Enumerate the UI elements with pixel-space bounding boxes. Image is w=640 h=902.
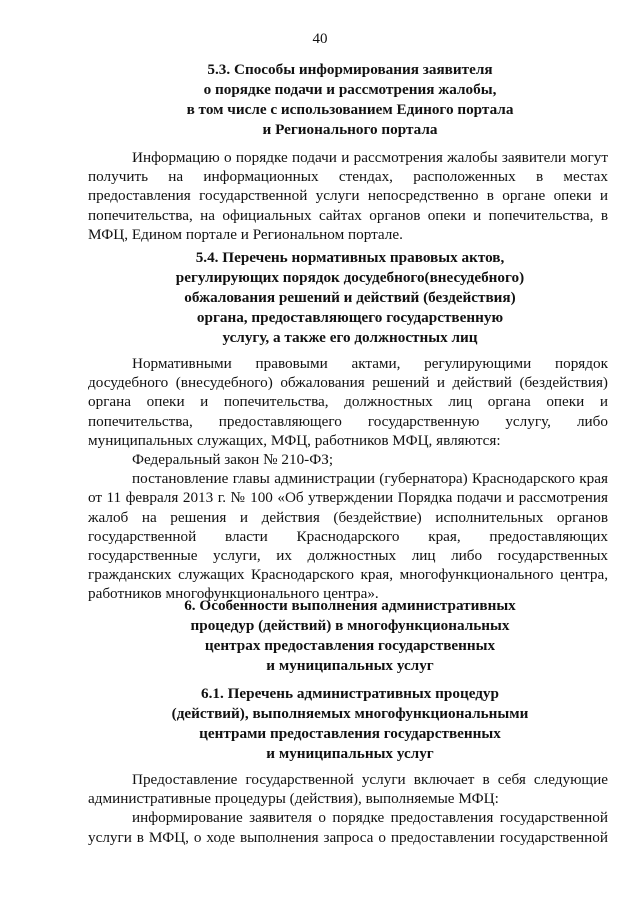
- heading-line: центрами предоставления государственных: [199, 725, 501, 742]
- heading-line: (действий), выполняемых многофункциональными: [171, 705, 529, 722]
- heading-line: регулирующих порядок досудебного(внесудебного): [175, 269, 525, 286]
- heading-line: 6. Особенности выполнения административных: [184, 597, 516, 614]
- paragraph: Федеральный закон № 210-ФЗ;: [132, 451, 334, 469]
- paragraph: Нормативными правовыми актами, регулирующими порядок досудебного (внесудебного) обжалования решений и действий (бездействия) органа опеки и попечительства, должностных лиц органа опеки и попечительства, предоставляющего государственную услугу, либо муниципальных служащих, МФЦ, работников МФЦ, являются:: [88, 355, 608, 449]
- heading-line: 6.1. Перечень административных процедур: [201, 685, 499, 702]
- heading-line: органа, предоставляющего государственную: [196, 309, 504, 326]
- paragraph: информирование заявителя о порядке предоставления государственной услуги в МФЦ, о ходе выполнения запроса о предоставлении государственной: [88, 809, 608, 846]
- section-5-3-heading: [120, 60, 580, 140]
- page-number: 40: [312, 31, 328, 47]
- heading-line: 5.3. Способы информирования заявителя: [207, 61, 493, 78]
- heading-line: услугу, а также его должностных лиц: [222, 329, 478, 346]
- section-5-4-body: [88, 354, 608, 604]
- section-6-1-body: [88, 770, 608, 847]
- section-6-heading: [120, 596, 580, 676]
- heading-line: и муниципальных услуг: [266, 745, 434, 762]
- section-6-1-heading: [120, 684, 580, 764]
- heading-line: центрах предоставления государственных: [204, 637, 496, 654]
- heading-line: 5.4. Перечень нормативных правовых актов,: [195, 249, 505, 266]
- section-5-3-body: [88, 148, 608, 244]
- heading-line: и Регионального портала: [262, 121, 438, 138]
- paragraph: Информацию о порядке подачи и рассмотрения жалобы заявители могут получить на информационных стендах, расположенных в местах предоставления государственной услуги непосредственно в органе опеки и попечительства, на официальных сайтах органов опеки и попечительства, в МФЦ, Едином портале и Региональном портале.: [88, 149, 608, 243]
- heading-line: и муниципальных услуг: [266, 657, 434, 674]
- heading-line: о порядке подачи и рассмотрения жалобы,: [203, 81, 497, 98]
- heading-line: процедур (действий) в многофункциональных: [190, 617, 510, 634]
- heading-line: обжалования решений и действий (бездействия): [184, 289, 516, 306]
- section-5-4-heading: [120, 248, 580, 348]
- heading-line: в том числе с использованием Единого портала: [186, 101, 514, 118]
- paragraph: Предоставление государственной услуги включает в себя следующие административные процедуры (действия), выполняемые МФЦ:: [88, 771, 608, 808]
- paragraph: постановление главы администрации (губернатора) Краснодарского края от 11 февраля 2013 г. № 100 «Об утверждении Порядка подачи и рассмотрения жалоб на решения и действия (бездействие) исполнительных органов государственной власти Краснодарского края, предоставляющих государственные услуги, их должностных лиц либо государственных гражданских служащих Краснодарского края, многофункционального центра, работников многофункционального центра».: [88, 470, 608, 603]
